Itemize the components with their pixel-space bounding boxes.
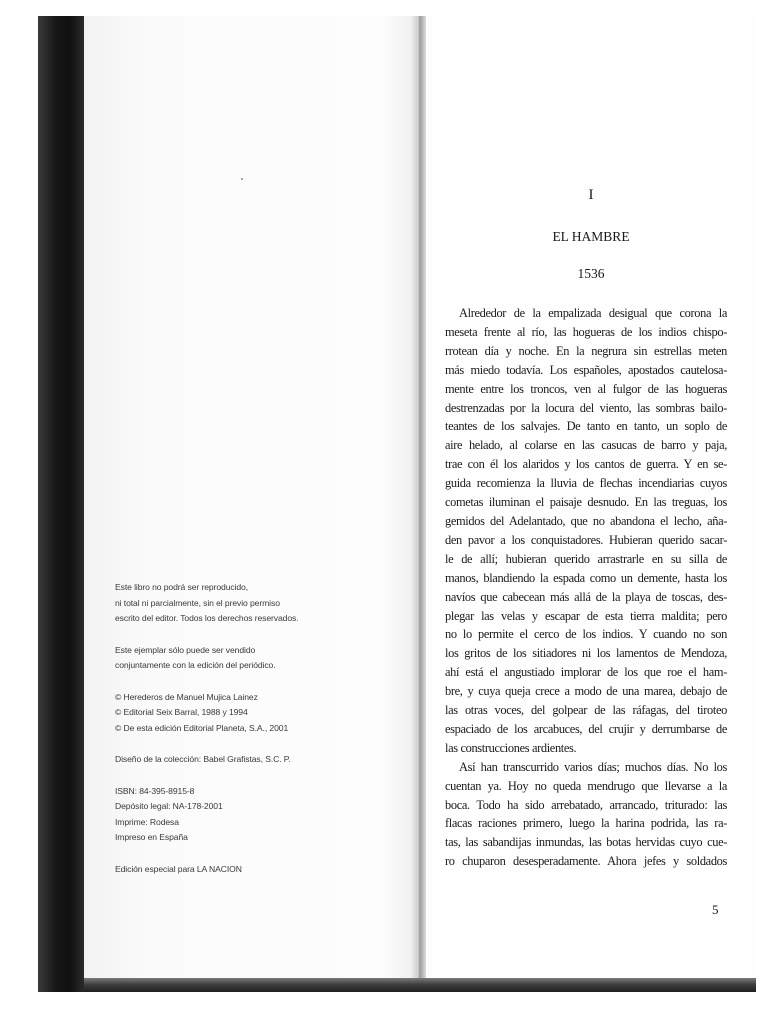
text-line: no lo permite el cerco de los indios. Y cuando no son <box>445 627 727 642</box>
text-line: ahí está el angustiado implorar de los que roe el ham- <box>445 665 727 680</box>
imprint-line: ISBN: 84-395-8915-8 <box>115 785 195 796</box>
page-gutter <box>412 16 426 981</box>
text-line: guida recomienza la lluvia de flechas incendiarias cuyos <box>445 476 727 491</box>
scan-right-margin <box>756 0 768 1024</box>
imprint-group <box>115 862 405 878</box>
imprint-line: © De esta edición Editorial Planeta, S.A., 2001 <box>115 722 289 733</box>
text-line: flacas raciones primero, luego la harina podrida, las ra- <box>445 816 727 831</box>
text-line: cometas iluminan el paisaje desnudo. En las treguas, los <box>445 495 727 510</box>
imprint-line: Imprime: Rodesa <box>115 816 179 827</box>
text-line: meseta frente al río, las hogueras de los indios chispo- <box>445 324 727 339</box>
text-line: manos, blandiendo la espada como un demente, hasta los <box>445 570 727 585</box>
bottom-edge-shadow <box>84 978 756 992</box>
text-line: bre, y cuya queja crece a modo de una marea, debajo de <box>445 684 727 699</box>
imprint-group <box>115 643 405 674</box>
text-line: gemidos del Adelantado, que no abandona el lecho, aña- <box>445 513 727 528</box>
imprint-line: © Herederos de Manuel Mujica Lainez <box>115 691 258 702</box>
imprint-group <box>115 690 405 737</box>
scan-speck <box>241 178 243 180</box>
text-line: mente entre los troncos, ven al fulgor de las hogueras <box>445 381 727 396</box>
imprint-group <box>115 580 405 627</box>
chapter-number: I <box>588 187 594 203</box>
text-line: Así han transcurrido varios días; muchos días. No los <box>459 759 727 774</box>
text-line: navíos que cabecean más allá de la playa de toscas, des- <box>445 589 727 604</box>
imprint-line: Este libro no podrá ser reproducido, <box>115 582 249 592</box>
binding-shadow <box>38 16 84 994</box>
text-line: ro chuparon desesperadamente. Ahora jefes y soldados <box>445 854 727 869</box>
text-line: den pavor a los conquistadores. Hubieran querido sacar- <box>445 532 727 547</box>
scan-left-margin <box>0 0 38 1024</box>
text-line: le de allí; hubieran querido arrastrarle en su silla de <box>445 551 727 566</box>
imprint-line: ni total ni parcialmente, sin el previo permiso <box>115 597 280 608</box>
scan-bottom-margin <box>38 992 768 1024</box>
imprint-group <box>115 752 405 768</box>
chapter-year: 1536 <box>577 266 605 281</box>
text-line: trae con él los alaridos y los cantos de guerra. Y en se- <box>445 457 727 472</box>
text-line: aire helado, al colarse en las casucas de barro y paja, <box>445 438 727 453</box>
text-line: más miedo todavía. Los españoles, apostados cautelosa- <box>445 362 727 377</box>
text-line: cuentan ya. Hoy no queda mendrugo que llevarse a la <box>445 778 727 793</box>
text-line: plegar las velas y escapar de esta tierra maldita; pero <box>445 608 727 623</box>
imprint-line: Edición especial para LA NACION <box>115 863 242 874</box>
text-line: rrotean día y noche. En la negrura sin estrellas meten <box>445 343 727 358</box>
imprint-line: conjuntamente con la edición del periódico. <box>115 660 276 670</box>
text-line: las otras voces, del golpear de las ráfagas, del tiroteo <box>445 703 727 718</box>
imprint-line: Este ejemplar sólo puede ser vendido <box>115 644 256 655</box>
imprint-group <box>115 784 405 846</box>
text-line: los gritos de los sitiadores ni los lamentos de Mendoza, <box>445 646 727 661</box>
imprint-line: Impreso en España <box>115 832 188 842</box>
copyright-imprint <box>115 580 405 893</box>
text-line: destrenzadas por la locura del viento, las sombras bailo- <box>445 400 727 415</box>
imprint-line: escrito del editor. Todos los derechos reservados. <box>115 613 299 623</box>
text-line: Alrededor de la empalizada desigual que corona la <box>459 306 727 320</box>
text-line: tas, las sabandijas inmundas, las botas hervidas cuyo cue- <box>445 835 727 850</box>
imprint-line: Diseño de la colección: Babel Grafistas, S.C. P. <box>115 754 291 764</box>
text-line: teantes de los salvajes. De tanto en tanto, un soplo de <box>445 419 727 434</box>
imprint-line: Depósito legal: NA-178-2001 <box>115 801 223 811</box>
page-number: 5 <box>712 902 719 917</box>
chapter-title: EL HAMBRE <box>552 229 630 244</box>
text-line: boca. Todo ha sido arrebatado, arrancado, triturado: las <box>445 797 727 812</box>
imprint-line: © Editorial Seix Barral, 1988 y 1994 <box>115 707 248 717</box>
text-line: las construcciones ardientes. <box>445 740 577 755</box>
chapter-body-text <box>445 304 727 871</box>
text-line: espaciado de los arcabuces, del crujir y derrumbarse de <box>445 721 727 736</box>
